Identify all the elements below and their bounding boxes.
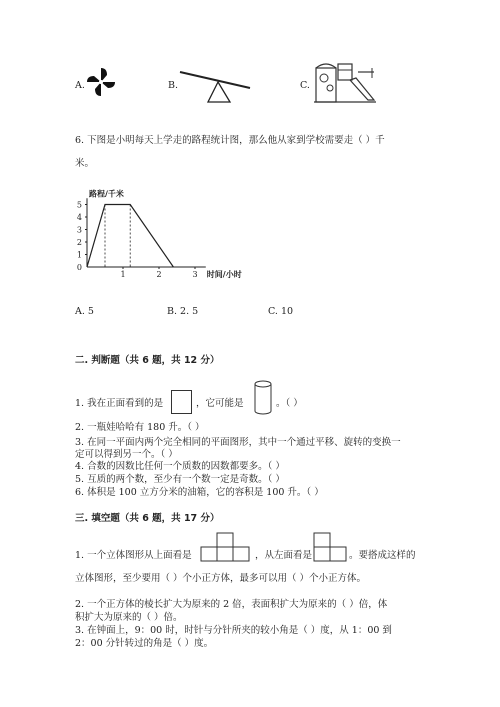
q6-option-c: C. 10 (268, 306, 294, 317)
y-tick-label: 3 (76, 225, 82, 235)
y-tick-label: 5 (76, 200, 82, 210)
y-tick-label: 0 (76, 263, 82, 272)
s3-q3-line1: 3. 在钟面上，9：00 时，时针与分针所夹的较小角是（ ）度，从 1：00 到 (75, 625, 392, 636)
section2-title: 二. 判断题（共 6 题，共 12 分） (75, 355, 220, 366)
s2-q3-line2: 定可以得到另一个。（ ） (75, 449, 178, 460)
s3-q1-part1: 1. 一个立体图形从上面看是 (75, 550, 192, 561)
s3-q3-line2: 2：00 分针转过的角是（ ）度。 (75, 638, 214, 649)
s3-q1-part2: ，从左面看是 (255, 550, 313, 561)
s2-q1-part1: 1. 我在正面看到的是 (75, 398, 164, 409)
q5-option-a-letter: A. (75, 80, 85, 91)
y-tick-label: 2 (76, 238, 82, 247)
s3-q2-line1: 2. 一个正方体的棱长扩大为原来的 2 倍，表面积扩大为原来的（ ）倍，体 (75, 599, 388, 610)
x-tick-label: 2 (156, 270, 162, 279)
s2-q4: 4. 合数的因数比任何一个质数的因数都要多。（ ） (75, 461, 285, 472)
q6-option-b: B. 2. 5 (167, 306, 199, 317)
cylinder-figure (253, 380, 273, 416)
q6-question-line2: 米。 (75, 158, 95, 169)
left-view-cubes-figure (313, 532, 349, 562)
s2-q1-part3: 。（ ） (276, 398, 303, 409)
y-tick-label: 4 (76, 213, 82, 222)
seesaw-icon (178, 68, 253, 104)
section3-title: 三. 填空题（共 6 题，共 17 分） (75, 513, 220, 524)
square-front-view-figure (171, 390, 192, 414)
x-axis-label: 时间/小时 (206, 270, 242, 279)
top-view-cubes-figure (200, 532, 252, 562)
s2-q2: 2. 一瓶娃哈哈有 180 升。（ ） (75, 422, 205, 433)
x-tick-label: 3 (192, 270, 198, 279)
s2-q1-part2: ，它可能是 (196, 398, 244, 409)
s2-q3-line1: 3. 在同一平面内两个完全相同的平面图形，其中一个通过平移、旋转的变换一 (75, 437, 401, 448)
y-tick-label: 1 (76, 250, 82, 260)
s3-q1-line2: 立体图形，至少要用（ ）个小正方体，最多可以用（ ）个小正方体。 (75, 573, 367, 584)
q5-option-c-letter: C. (300, 80, 310, 91)
x-tick-label: 1 (120, 270, 126, 279)
y-axis-label: 路程/千米 (89, 189, 124, 199)
q6-option-a: A. 5 (75, 306, 94, 317)
playground-slide-icon (310, 58, 380, 104)
s3-q1-part3: 。要搭成这样的 (349, 550, 416, 561)
q6-question-line1: 6. 下图是小明每天上学走的路程统计图，那么他从家到学校需要走（ ）千 (75, 135, 385, 146)
s2-q5: 5. 互质的两个数，至少有一个数一定是奇数。（ ） (75, 474, 285, 485)
s3-q2-line2: 积扩大为原来的（ ）倍。 (75, 612, 183, 623)
q5-option-b-letter: B. (168, 80, 179, 91)
s2-q6: 6. 体积是 100 立方分米的油箱，它的容积是 100 升。（ ） (75, 487, 324, 498)
distance-time-chart (70, 185, 270, 285)
pinwheel-icon (85, 66, 117, 98)
